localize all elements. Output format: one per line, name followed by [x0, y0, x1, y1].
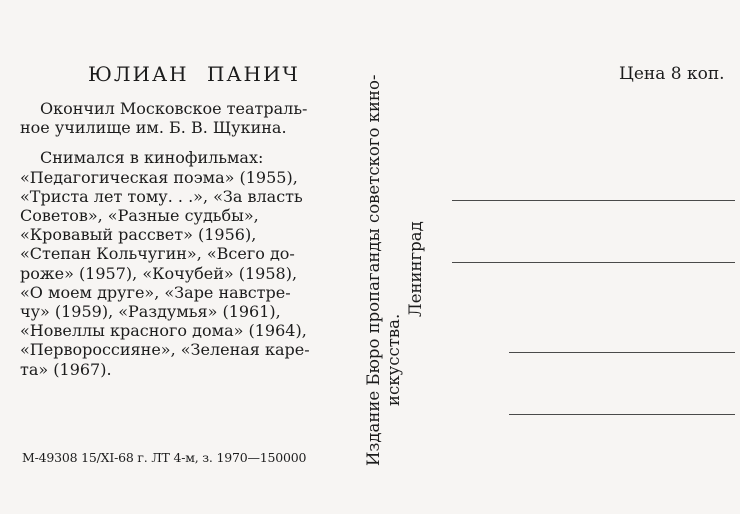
price-label: Цена 8 коп. — [619, 64, 725, 84]
bio-line: Окончил Московское театраль- — [40, 99, 308, 118]
bio-line: «Триста лет тому. . .», «За власть — [20, 186, 303, 206]
bio-line: «Кровавый рассвет» (1956), — [20, 225, 257, 245]
biography-text — [20, 99, 338, 379]
bio-line: «Степан Кольчугин», «Всего до- — [20, 244, 295, 264]
bio-line: Советов», «Разные судьбы», — [20, 206, 259, 226]
bio-line: «Первороссияне», «Зеленая каре- — [20, 340, 310, 360]
bio-line: «О моем друге», «Заре навстре- — [20, 282, 291, 302]
bio-line: чу» (1959), «Раздумья» (1961), — [20, 302, 281, 322]
address-line — [509, 414, 735, 415]
publisher-line-1: Издание Бюро пропаганды советского кино- — [364, 74, 383, 466]
bio-line: «Новеллы красного дома» (1964), — [20, 321, 307, 341]
address-line — [452, 200, 735, 201]
actor-name-title: ЮЛИАН ПАНИЧ — [88, 62, 300, 86]
bio-line: роже» (1957), «Кочубей» (1958), — [20, 263, 298, 283]
address-line — [509, 352, 735, 353]
publisher-line-2: искусства. — [384, 313, 403, 406]
bio-line: та» (1967). — [20, 359, 112, 379]
bio-line: ное училище им. Б. В. Щукина. — [20, 118, 287, 138]
print-imprint: М-49308 15/XI-68 г. ЛТ 4-м, з. 1970—150000 — [22, 450, 307, 465]
bio-line: Снимался в кинофильмах: — [40, 148, 264, 168]
bio-line: «Педагогическая поэма» (1955), — [20, 167, 298, 187]
publisher-city: Ленинград — [406, 221, 425, 317]
address-line — [452, 262, 735, 263]
